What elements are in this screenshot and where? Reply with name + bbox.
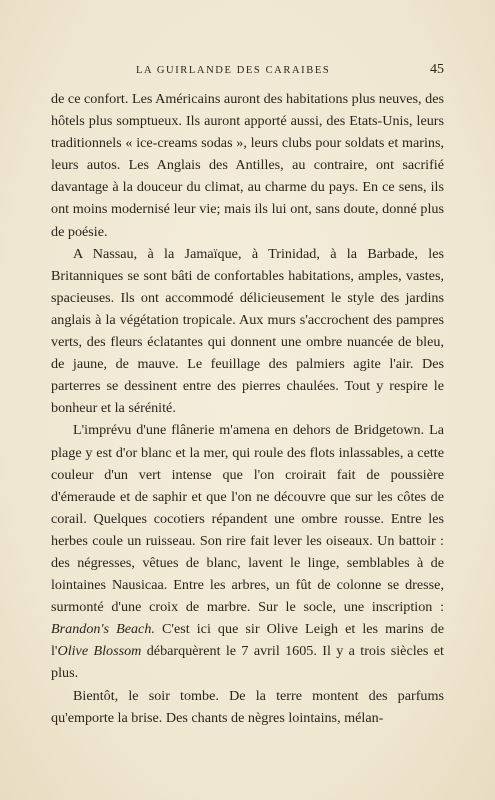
paragraph-3-text-after: débarquèrent le 7 avril 1605. Il y a trois siècles et plus. <box>51 643 444 682</box>
running-title: LA GUIRLANDE DES CARAIBES <box>136 65 331 76</box>
paragraph-3-text-middle: C'est ici que sir Olive Leigh et les marins de l' <box>51 621 444 660</box>
inscription-brandons-beach: Brandon's Beach. <box>51 621 155 638</box>
paragraph-4: Bientôt, le soir tombe. De la terre montent des parfums qu'emporte la brise. Des chants de nègres lointains, mélan- <box>51 687 444 726</box>
ship-name-olive-blossom: Olive Blossom <box>57 643 142 660</box>
paragraph-3 <box>51 419 444 684</box>
paragraph-1: de ce confort. Les Américains auront des habitations plus neuves, des hôtels plus somptueux. Ils auront apporté aussi, des Etats-Unis, leurs traditionnels « ice-creams sodas », leurs clubs pour soldats et marins, leurs autos. Les Anglais des Antilles, au contraire, ont sacrifié davantage à la douceur du climat, au charme du pays. En ce sens, ils ont moins modernisé leur vie; mais ils lui ont, sans doute, donné plus de poésie. <box>51 91 444 240</box>
body-text <box>51 88 444 729</box>
paragraph-3-text-before: L'imprévu d'une flânerie m'amena en dehors de Bridgetown. La plage y est d'or blanc et la mer, qui roule des flots inlassables, a cette couleur d'un vert intense que l'on croirait fait de poussière d'émeraude et de saphir et que l'on ne découvre que sur les côtes de corail. Quelques cocotiers répandent une ombre rousse. Entre les herbes coule un ruisseau. Son rire fait lever les oiseaux. Un battoir : des négresses, vêtues de blanc, lavent le linge, semblables à de lointaines Nausicaa. Entre les arbres, un fût de colonne se dresse, surmonté d'une croix de marbre. Sur le socle, une inscription : <box>51 422 444 616</box>
paragraph-2: A Nassau, à la Jamaïque, à Trinidad, à la Barbade, les Britanniques se sont bâti de confortables habitations, amples, vastes, spacieuses. Ils ont accommodé délicieusement le style des jardins anglais à la végétation tropicale. Aux murs s'accrochent des pampres verts, des fleurs éclatantes qui donnent une ombre nuancée de bleu, de jaune, de mauve. Le feuillage des palmiers agite l'air. Des parterres se dessinent entre des pierres chaulées. Tout y respire le bonheur et la sérénité. <box>51 245 444 417</box>
running-head <box>52 63 442 81</box>
page-number: 45 <box>430 62 444 77</box>
